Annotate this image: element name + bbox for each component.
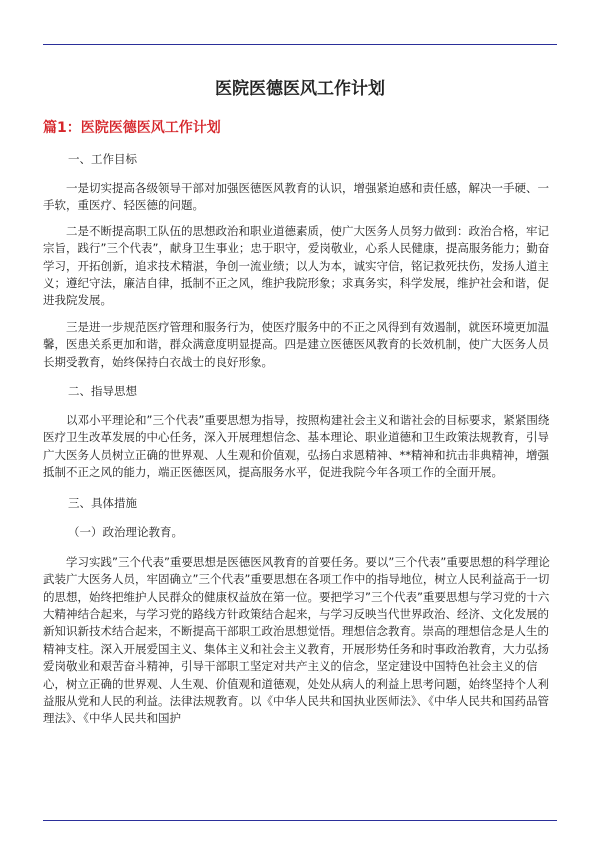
paragraph-measures: 学习实践”三个代表”重要思想是医德医风教育的首要任务。要以”三个代表”重要思想的科学理论武装广大医务人员，牢固确立”三个代表”重要思想在各项工作中的指导地位，树立人民利益高于一切的思想，始终把维护人民群众的健康权益放在第一位。要把学习”三个代表”重要思想与学习党的十六大精神结合起来，与学习党的路线方针政策结合起来，与学习反映当代世界政治、经济、文化发展的新知识新技术结合起来，不断提高干部职工政治思想觉悟。理想信念教育。崇高的理想信念是人生的精神支柱。深入开展爱国主义、集体主义和社会主义教育，开展形势任务和时事政治教育，大力弘扬爱岗敬业和艰苦奋斗精神，引导干部职工坚定对共产主义的信念，坚定建设中国特色社会主义的信心，树立正确的世界观、人生观、价值观和道德观，处处从病人的利益上思考问题，始终坚持个人利益服从党和人民的利益。法律法规教育。以《中华人民共和国执业医师法》、《中华人民共和国药品管理法》、《中华人民共和国护 (43, 554, 550, 726)
bottom-rule (43, 820, 557, 821)
paragraph-goal-1: 一是切实提高各级领导干部对加强医德医风教育的认识，增强紧迫感和责任感，解决一手硬、一手软，重医疗、轻医德的问题。 (43, 181, 549, 213)
article-title: 篇1：医院医德医风工作计划 (43, 120, 221, 136)
paragraph-goal-3: 三是进一步规范医疗管理和服务行为，使医疗服务中的不正之风得到有效遏制，就医环境更加温馨，医患关系更加和谐，群众满意度明显提高。四是建立医德医风教育的长效机制，使广大医务人员长期受教育，始终保持白衣战士的良好形象。 (43, 319, 549, 369)
top-rule (43, 44, 557, 45)
section-heading-measures: 三、具体措施 (68, 495, 137, 510)
subsection-heading-political: （一）政治理论教育。 (68, 524, 183, 539)
document-title: 医院医德医风工作计划 (215, 79, 385, 99)
section-heading-guidance: 二、指导思想 (68, 384, 137, 399)
section-heading-goals: 一、工作目标 (68, 152, 137, 166)
document-body (43, 76, 557, 728)
paragraph-guidance: 以邓小平理论和”三个代表”重要思想为指导，按照构建社会主义和谐社会的目标要求，紧紧围绕医疗卫生改革发展的中心任务，深入开展理想信念、基本理论、职业道德和卫生政策法规教育，引导广大医务人员树立正确的世界观、人生观和价值观，弘扬白求恩精神、**精神和抗击非典精神，增强抵制不正之风的能力，端正医德医风，提高服务水平，促进我院今年各项工作的全面开展。 (43, 413, 550, 480)
paragraph-goal-2: 二是不断提高职工队伍的思想政治和职业道德素质，使广大医务人员努力做到：政治合格，牢记宗旨，践行”三个代表”，献身卫生事业；忠于职守，爱岗敬业，心系人民健康，提高服务能力；勤奋学习，开拓创新，追求技术精湛，争创一流业绩；以人为本，诚实守信，铭记救死扶伤，发扬人道主义；遵纪守法，廉洁自律，抵制不正之风，维护我院形象；求真务实，科学发展，维护社会和谐，促进我院发展。 (43, 223, 550, 308)
